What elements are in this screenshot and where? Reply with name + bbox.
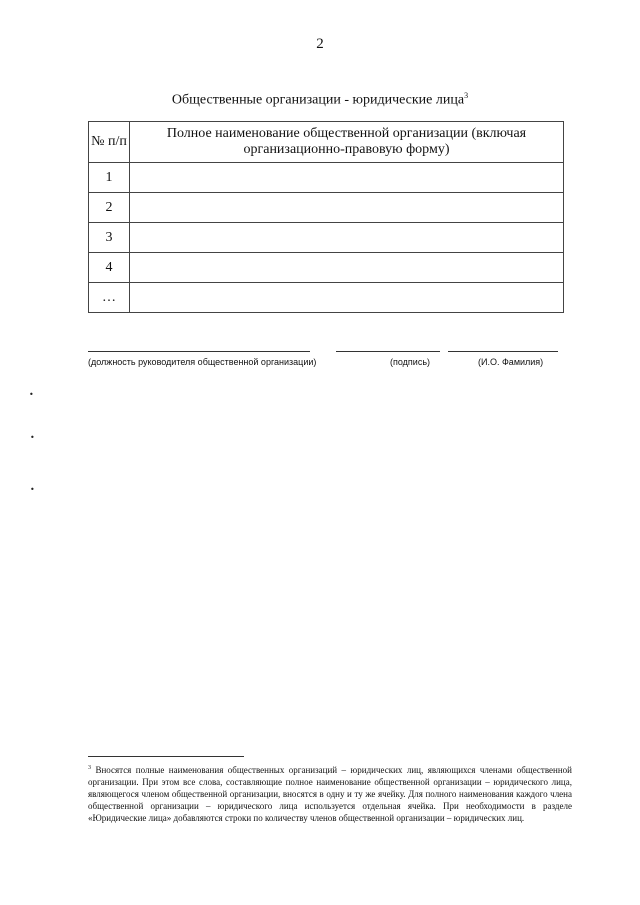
header-name: Полное наименование общественной организации (включая организационно-правовую форму) — [130, 122, 564, 163]
footnote-text: Вносятся полные наименования общественных организаций – юридических лиц, являющихся членами общественной организации. При этом все слова, составляющие полное наименование общественной организации – юридического лица, являющегося членом общественной организации, вносятся в одну и ту же ячейку. Для полного наименования каждого члена общественной организации – юридического лица используется отдельная ячейка. При необходимости в разделе «Юридические лица» добавляются строки по количеству членов общественной организации – юридических лиц. — [88, 765, 572, 823]
scan-mark: • — [30, 485, 35, 494]
scan-mark: • — [30, 433, 35, 442]
title-footnote-ref: 3 — [464, 91, 469, 100]
scan-mark: • — [29, 390, 34, 399]
name-label: (И.О. Фамилия) — [478, 357, 544, 367]
footnote — [88, 762, 572, 824]
section-title-text: Общественные организации - юридические лица — [171, 92, 465, 108]
table-header-row — [89, 122, 564, 163]
table-row — [89, 163, 564, 193]
signature-label: (подпись) — [390, 357, 431, 367]
row-name-cell[interactable] — [130, 193, 564, 223]
row-number: 2 — [89, 193, 130, 223]
row-name-cell[interactable] — [130, 253, 564, 283]
page-number: 2 — [316, 36, 324, 52]
row-name-cell[interactable] — [130, 283, 564, 313]
position-label: (должность руководителя общественной организации) — [88, 357, 317, 367]
signature-line — [336, 351, 440, 352]
row-number: 3 — [89, 223, 130, 253]
table-row — [89, 223, 564, 253]
organizations-table — [88, 121, 564, 313]
header-number: № п/п — [89, 122, 130, 163]
row-number: 4 — [89, 253, 130, 283]
footnote-marker: 3 — [88, 765, 91, 771]
name-signature-line — [448, 351, 558, 352]
table-row — [89, 253, 564, 283]
position-signature-line — [88, 351, 310, 352]
section-title — [0, 91, 640, 109]
row-number: 1 — [89, 163, 130, 193]
table-row — [89, 193, 564, 223]
table-row — [89, 283, 564, 313]
row-number: … — [89, 283, 130, 313]
footnote-rule — [88, 756, 244, 757]
row-name-cell[interactable] — [130, 163, 564, 193]
row-name-cell[interactable] — [130, 223, 564, 253]
